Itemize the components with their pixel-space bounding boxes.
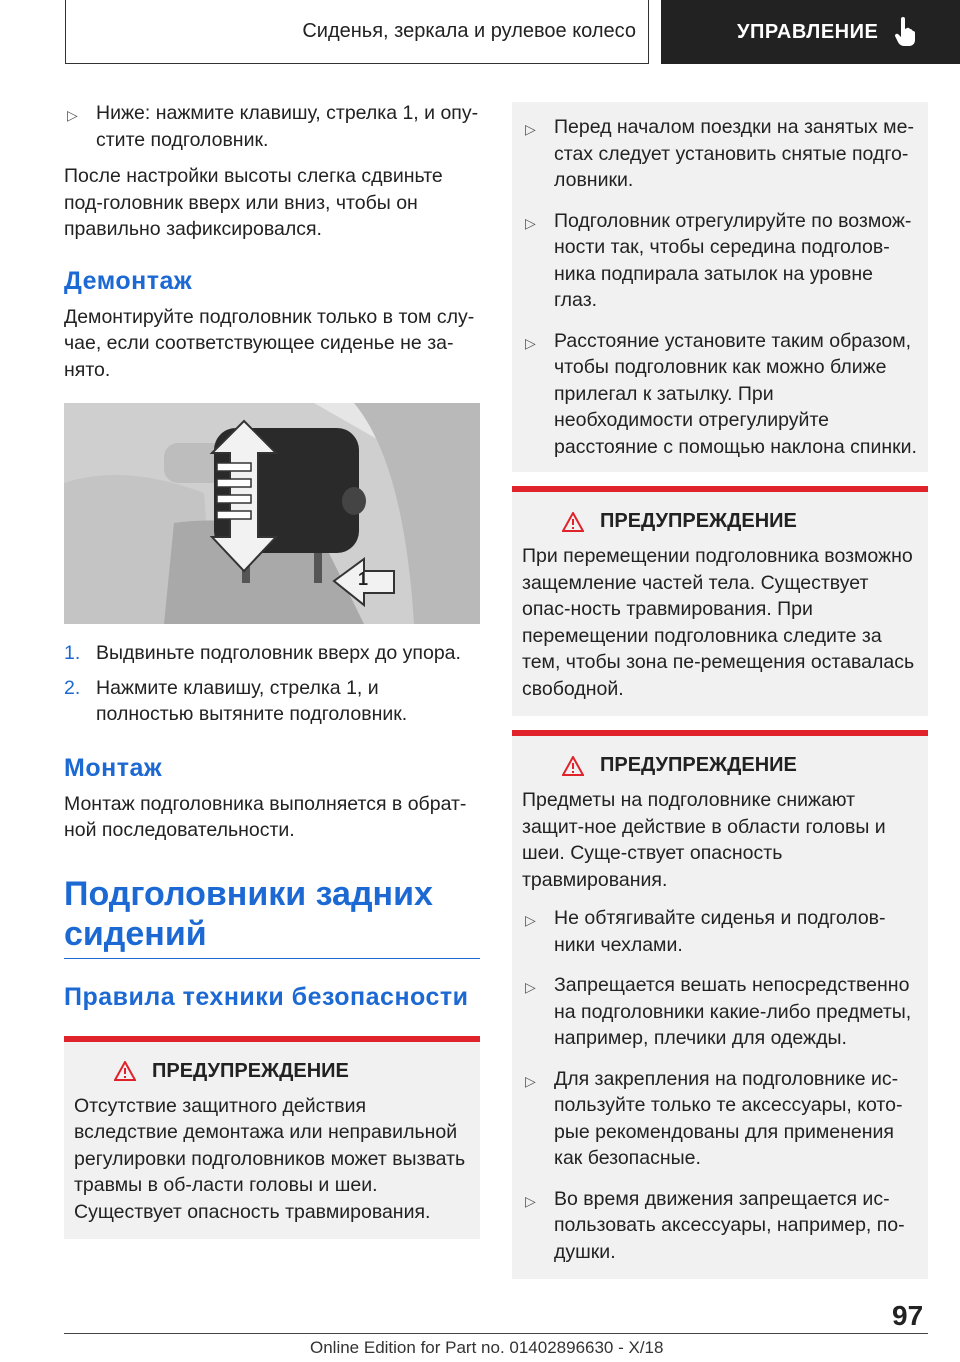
- warning-title: ПРЕДУПРЕЖДЕНИЕ: [522, 510, 918, 533]
- triangle-bullet-icon: ▷: [525, 214, 536, 231]
- footer-divider: [64, 1333, 928, 1334]
- warning-text: Предметы на подголовнике снижают защит-ное действие в области головы и шеи. Суще-ствует опасность травмирования.: [522, 789, 886, 891]
- warning-triangle-icon: [562, 756, 584, 776]
- right-column: [512, 102, 928, 1279]
- section-heading-safety: Правила техники безопасности: [64, 982, 469, 1011]
- paragraph: После настройки высоты слегка сдвиньте под-головник вверх или вниз, чтобы он правильно зафиксировался.: [64, 165, 443, 240]
- section-heading-montage: Монтаж: [64, 753, 163, 782]
- hand-pointer-icon: [894, 17, 918, 47]
- step-number: 2.: [64, 676, 81, 699]
- warning-box: [512, 730, 928, 1279]
- footer-edition: Online Edition for Part no. 01402896630 - X/18: [310, 1338, 664, 1357]
- list-item: ▷ Во время движения запрещается ис-пользовать аксессуары, например, по-душки.: [522, 1186, 918, 1266]
- triangle-bullet-icon: ▷: [525, 1072, 536, 1089]
- step-item: [64, 675, 480, 728]
- photo-callout: 1: [358, 569, 369, 589]
- warning-text: Отсутствие защитного действия вследствие демонтажа или неправильной регулировки подголовников может вызвать травмы в об-ласти головы и шеи. Существует опасность травмирования.: [74, 1094, 466, 1223]
- chapter-title: Сиденья, зеркала и рулевое колесо: [302, 20, 636, 42]
- step-item: [64, 640, 480, 667]
- triangle-bullet-icon: ▷: [67, 107, 78, 123]
- note-box: [512, 102, 928, 472]
- paragraph: Монтаж подголовника выполняется в обрат-ной последовательности.: [64, 792, 467, 841]
- bullet-text: Ниже: нажмите клавишу, стрелка 1, и опу-стите подголовник.: [96, 102, 479, 151]
- section-tab[interactable]: [661, 0, 960, 64]
- chapter-heading: Подголовники задних сидений: [64, 874, 433, 953]
- list-item: ▷ Запрещается вешать непосредственно на подголовники какие-либо предметы, например, плечики для одежды.: [522, 972, 918, 1052]
- paragraph: Демонтируйте подголовник только в том слу-чае, если соответствующее сиденье не за-нято.: [64, 305, 475, 381]
- chapter-tab[interactable]: [65, 0, 649, 64]
- triangle-bullet-icon: ▷: [525, 334, 536, 351]
- list-item: [64, 100, 480, 153]
- triangle-bullet-icon: ▷: [525, 979, 536, 995]
- list-item: ▷ Расстояние установите таким образом, чтобы подголовник как можно ближе прилегал к затылку. При необходимости отрегулируйте расстояние с помощью наклона спинки.: [522, 328, 918, 461]
- warning-title: ПРЕДУПРЕЖДЕНИЕ: [74, 1060, 470, 1083]
- warning-box: [512, 486, 928, 716]
- headrest-photo: [64, 403, 480, 624]
- warning-title: ПРЕДУПРЕЖДЕНИЕ: [522, 754, 918, 777]
- step-text: Нажмите клавишу, стрелка 1, и полностью вытяните подголовник.: [96, 676, 408, 725]
- warning-box: [64, 1036, 480, 1240]
- list-item: ▷ Перед началом поездки на занятых ме-стах следует установить снятые подго-ловники.: [522, 114, 918, 194]
- triangle-bullet-icon: ▷: [525, 121, 536, 137]
- page-number: 97: [892, 1300, 924, 1331]
- section-heading-demontage: Демонтаж: [64, 266, 193, 295]
- step-number: 1.: [64, 642, 81, 664]
- left-column: [64, 100, 480, 1239]
- triangle-bullet-icon: ▷: [525, 912, 536, 928]
- section-title: УПРАВЛЕНИЕ: [737, 20, 879, 43]
- warning-triangle-icon: [562, 512, 584, 532]
- step-text: Выдвиньте подголовник вверх до упора.: [96, 642, 461, 664]
- triangle-bullet-icon: ▷: [525, 1192, 536, 1209]
- chapter-heading-block: [64, 874, 480, 959]
- list-item: ▷ Подголовник отрегулируйте по возмож-ности так, чтобы середина подголов-ника подпирала затылок на уровне глаз.: [522, 208, 918, 314]
- list-item: ▷ Не обтягивайте сиденья и подголов-ники чехлами.: [522, 905, 918, 958]
- list-item: ▷ Для закрепления на подголовнике ис-пользуйте только те аксессуары, кото-рые рекомендованы для применения как безопасные.: [522, 1066, 918, 1172]
- warning-text: При перемещении подголовника возможно защемление частей тела. Существует опас-ность травмирования. При перемещении подголовника следите за тем, чтобы зона пе-ремещения оставалась свободной.: [522, 545, 915, 700]
- warning-triangle-icon: [114, 1061, 136, 1081]
